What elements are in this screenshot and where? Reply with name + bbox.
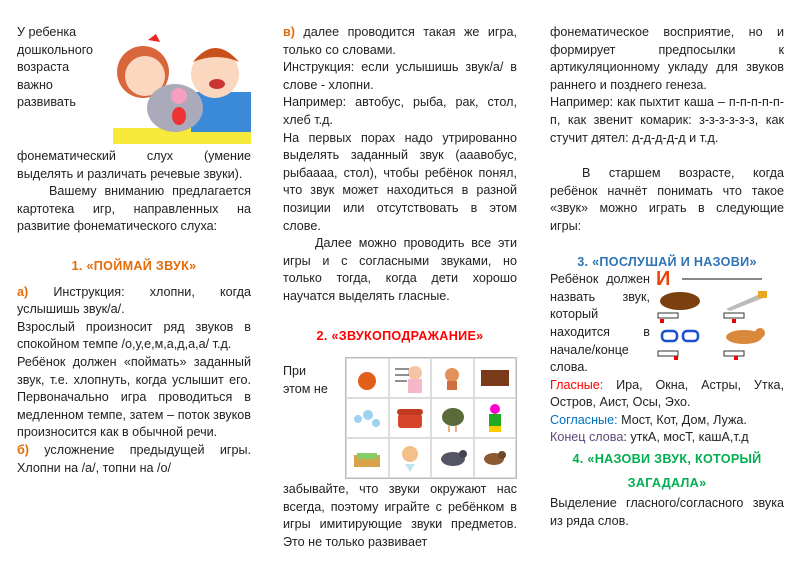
pigeon-picture — [431, 438, 474, 478]
b-text: усложнение предыдущей игры. Хлопни на /а/, топни на /о/ — [17, 442, 251, 475]
column-3 — [550, 24, 784, 530]
clown-picture — [474, 398, 517, 438]
col2-p4: На первых порах надо утрированно выделять заданный звук (ааавобус, рыбаааа, стол), чтобы ребёнок понял, что звук может находиться в разной позиции или отсутствовать в этом слове. — [283, 130, 517, 233]
word-end-words: : уткА, мосТ, кашА,т.д — [623, 430, 749, 445]
telephone-picture — [389, 398, 432, 438]
game3-title: 3. «ПОСЛУШАЙ И НАЗОВИ» — [577, 254, 757, 269]
col3-p5: Выделение гласного/согласного звука из ряда слов. — [550, 496, 784, 528]
intro-line: развивать — [17, 95, 76, 110]
col2-p6: забывайте, что звуки окружают нас всегда, поэтому играйте с ребёнком в игры имитирующие звуки предметов. Это не только развивает — [283, 482, 517, 549]
intro-line: возраста — [17, 60, 70, 75]
col2-p2: Инструкция: если услышишь звук/а/ в слове - хлопни. — [283, 60, 517, 92]
crying-baby-picture — [389, 438, 432, 478]
pri-line: этом не — [283, 381, 328, 396]
card-letter: И — [656, 268, 671, 291]
sound-imitation-picture-grid — [345, 357, 517, 479]
offer-paragraph: Вашему вниманию предлагается картотека игр, направленных на развитие фонематического слуха: — [17, 184, 251, 234]
card-caption-line — [682, 278, 762, 280]
game1-b — [17, 442, 251, 477]
intro-line: дошкольного — [17, 42, 94, 57]
pri-line: При — [283, 364, 307, 379]
a-text: Инструкция: хлопни, когда услышишь звук/а/. — [17, 284, 251, 317]
game1-a-p2: Взрослый произносит ряд звуков в спокойном темпе /о,у,е,м,а,д,а,а/ т.д. — [17, 319, 251, 352]
saw-icon — [724, 289, 768, 311]
word-end-label: Конец слова — [550, 430, 624, 445]
v-label: в) — [283, 25, 295, 39]
col3-p4: Ребёнок должен назвать звук, который находится в начале/конце слова. — [550, 272, 650, 375]
game1-a-p3: Ребёнок должен «поймать» заданный звук, т.е. хлопнуть, когда услышит его. Первоначально игра проводиться в медленном темпе, затем – поток звуков произносится как в обычной речи. — [17, 354, 251, 440]
cat-violin-picture — [431, 358, 474, 398]
consonants-label: Согласные: — [550, 412, 618, 427]
lock-picture — [346, 358, 389, 398]
col2-p3: Например: автобус, рыба, рак, стол, хлеб т.д. — [283, 95, 517, 127]
col3-p2: Например: как пыхтит каша – п-п-п-п-п-п, как звенит комарик: з-з-з-з-з-з, как стучит дятел: д-д-д-д-д и т.д. — [550, 95, 784, 145]
col3-p3: В старшем возрасте, когда ребёнок начнёт понимать что такое «звук» можно играть в следующие игры: — [550, 166, 784, 233]
vowels-label: Гласные: — [550, 377, 604, 392]
b-label: б) — [17, 442, 29, 457]
consonants-words: Мост, Кот, Дом, Лужа. — [617, 412, 747, 427]
sparrow-picture — [474, 438, 517, 478]
children-with-cat-illustration — [113, 32, 251, 144]
game1-v — [283, 24, 517, 59]
girl-singing-picture — [389, 358, 432, 398]
vowels-words: Ира, Окна, Астры, Утка, Остров, Аист, Осы, Эхо. — [550, 377, 784, 410]
turkey-picture — [431, 398, 474, 438]
intro-line: У ребенка — [17, 25, 77, 39]
consonants-line — [550, 412, 784, 430]
v-text: далее проводится такая же игра, только со словами. — [283, 25, 517, 57]
intro-rest: фонематический слух (умение выделять и различать речевые звуки). — [17, 149, 251, 181]
game2-title: 2. «ЗВУКОПОДРАЖАНИЕ» — [316, 328, 484, 343]
crib-picture — [346, 438, 389, 478]
game1-title: 1. «ПОЙМАЙ ЗВУК» — [71, 258, 197, 273]
word-end-line — [550, 429, 784, 447]
game1-a — [17, 284, 251, 319]
col3-p1: фонематическое восприятие, но и формирует предпосылки к артикуляционному укладу для звуков раннего и позднего генеза. — [550, 25, 784, 92]
answer-boxes — [656, 311, 770, 361]
col2-p5: Далее можно проводить все эти игры и с согласными звуками, но только тогда, когда дети хорошо научатся выделять гласные. — [283, 236, 517, 303]
column-1 — [17, 24, 251, 477]
vowels-line — [550, 377, 784, 412]
column-2 — [283, 24, 517, 551]
game4-title: 4. «НАЗОВИ ЗВУК, КОТОРЫЙ ЗАГАДАЛА» — [572, 452, 762, 491]
letter-card-picture — [656, 268, 770, 361]
water-splash-picture — [346, 398, 389, 438]
intro-line: важно — [17, 77, 53, 92]
a-label: а) — [17, 284, 29, 299]
accordion-picture — [474, 358, 517, 398]
raisins-icon — [658, 289, 702, 311]
